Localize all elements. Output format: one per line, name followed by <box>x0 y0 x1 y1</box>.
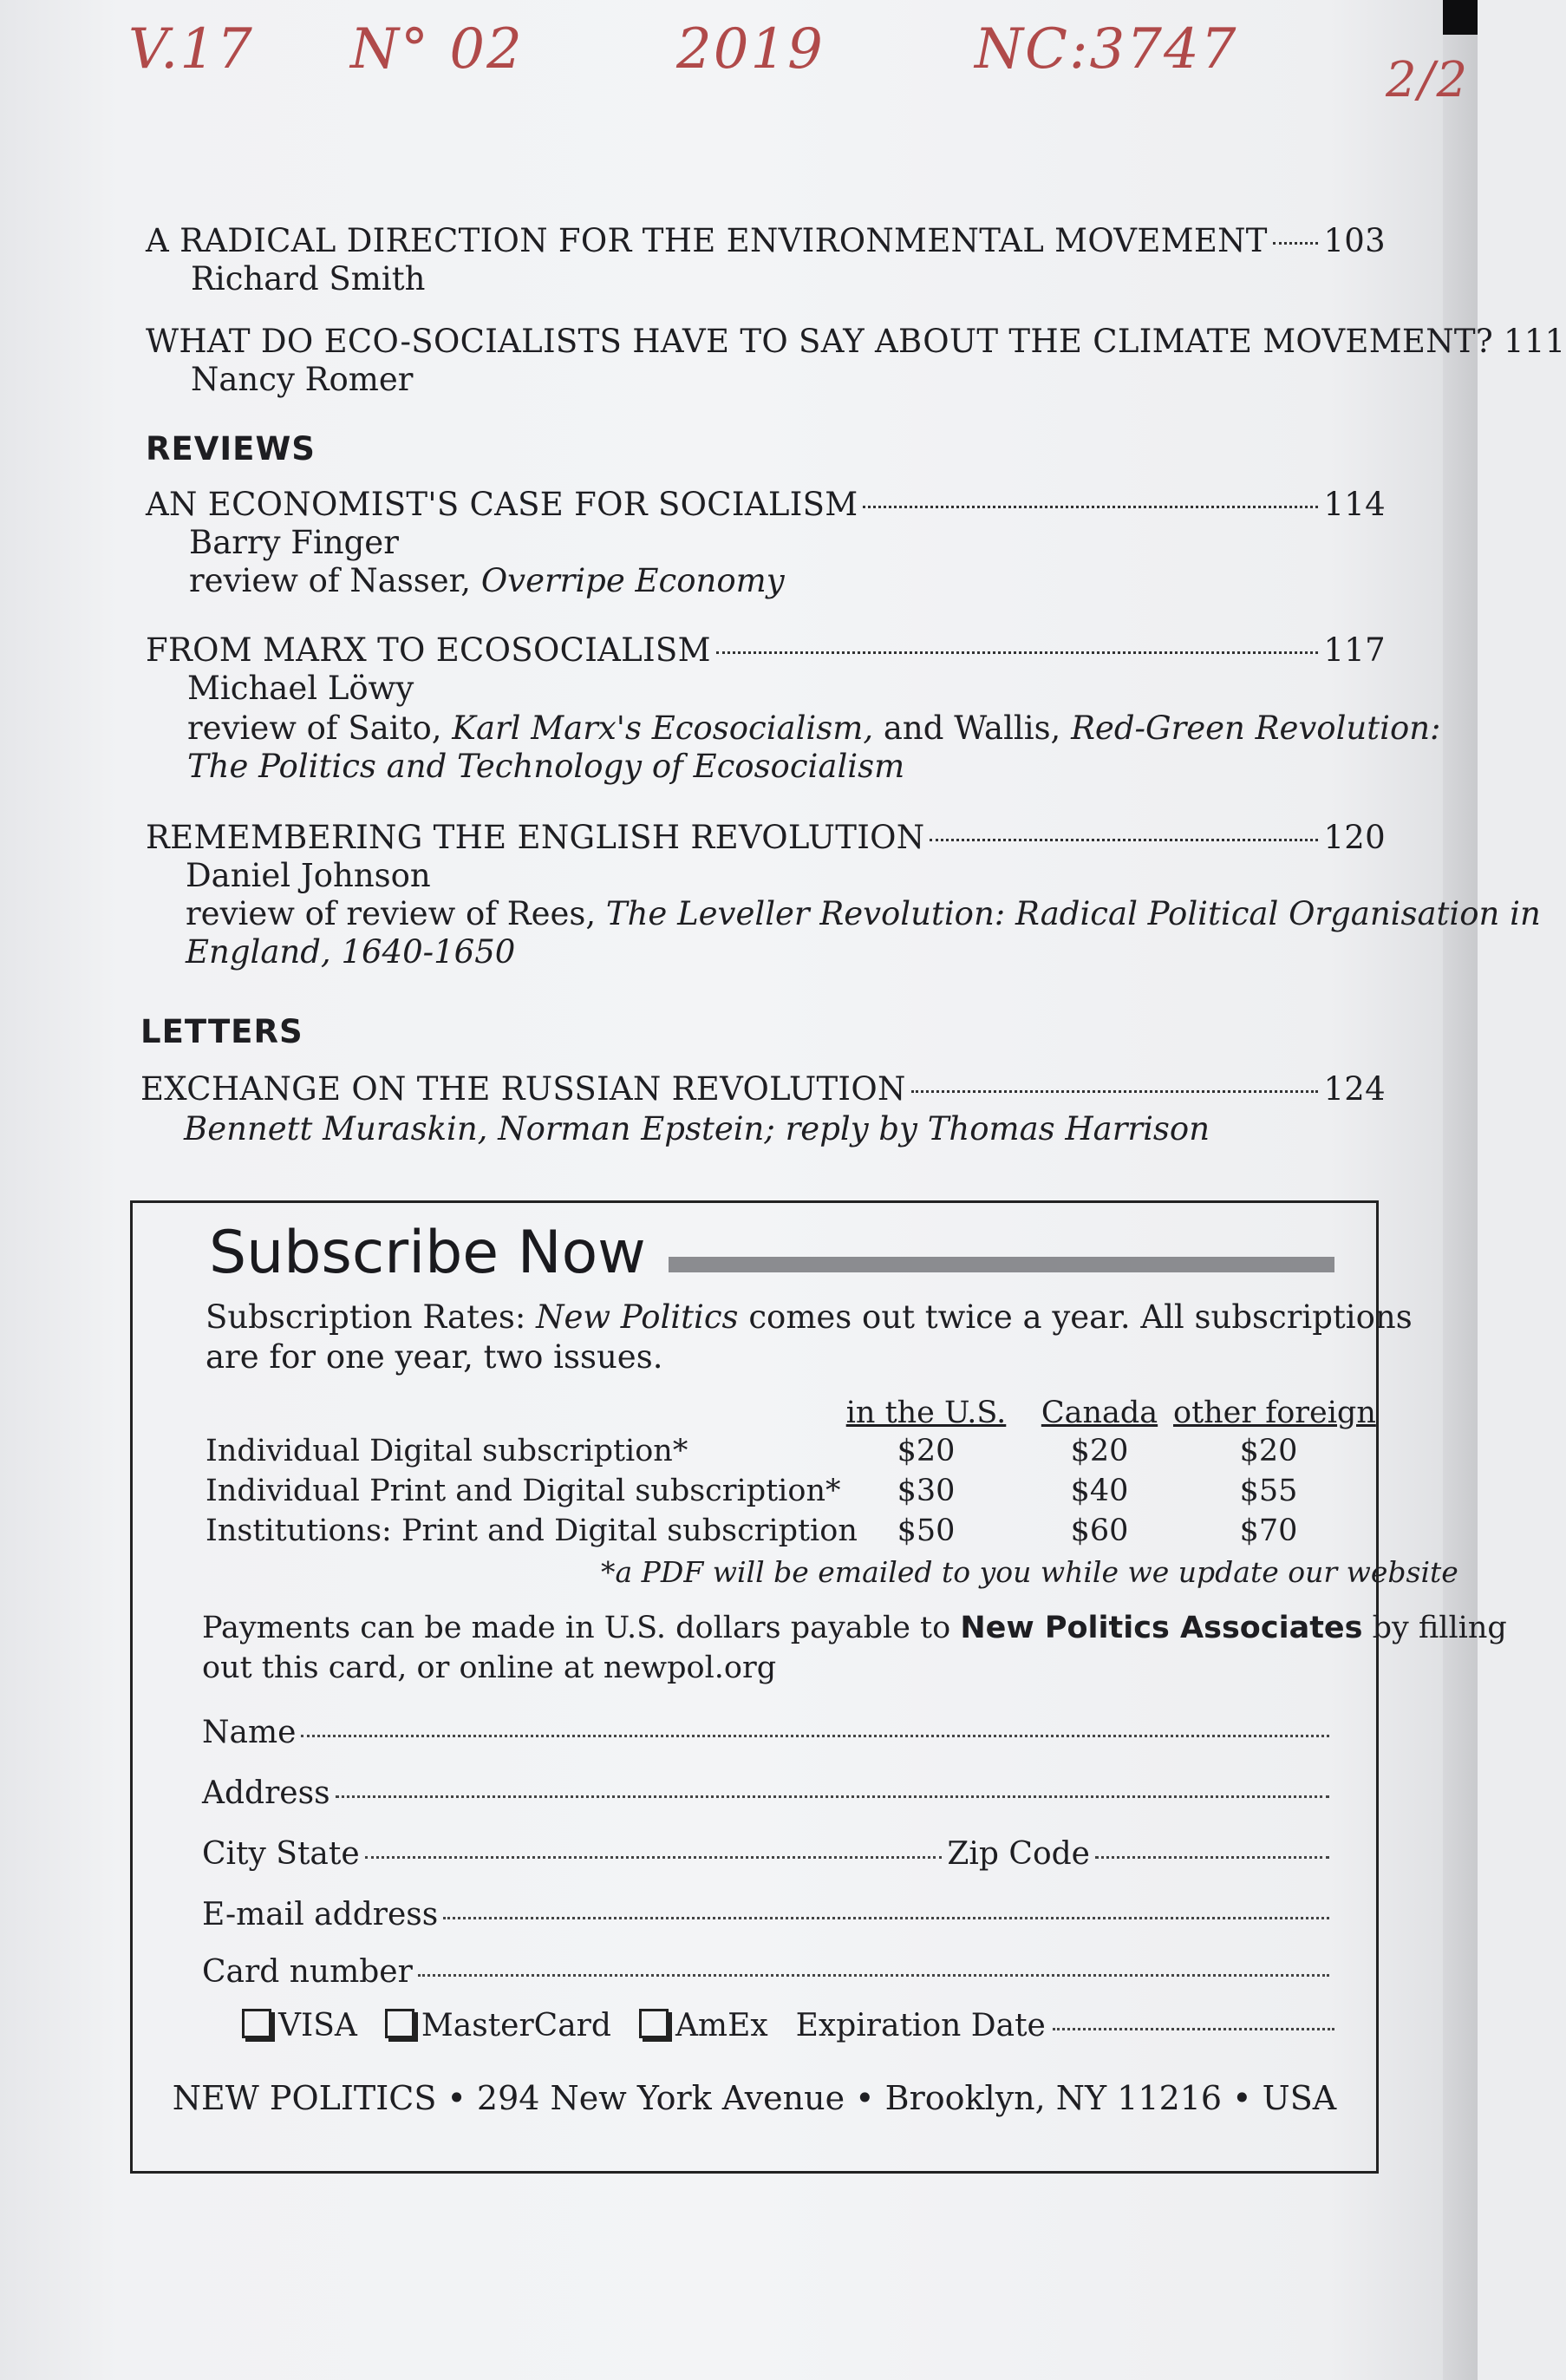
rate-value: $60 <box>1070 1514 1129 1548</box>
card-type-options <box>242 2008 1334 2043</box>
toc-author: Daniel Johnson <box>186 857 431 894</box>
rate-value: $30 <box>897 1474 956 1508</box>
mastercard-option[interactable] <box>385 2008 611 2043</box>
section-heading-letters: LETTERS <box>140 1013 303 1050</box>
rates-intro-prefix: Subscription Rates: <box>206 1298 537 1336</box>
toc-title: A RADICAL DIRECTION FOR THE ENVIRONMENTAL MOVEMENT <box>146 222 1268 259</box>
payment-prefix: Payments can be made in U.S. dollars payable to <box>202 1611 961 1645</box>
name-input-line[interactable] <box>301 1735 1329 1737</box>
expiration-input-line[interactable] <box>1053 2028 1334 2030</box>
col-header-foreign: other foreign <box>1173 1396 1376 1430</box>
rate-value: $40 <box>1070 1474 1129 1508</box>
rates-intro-suffix: comes out twice a year. All subscriptions <box>738 1298 1413 1336</box>
payment-suffix: by filling <box>1362 1611 1507 1645</box>
toc-entry[interactable] <box>146 486 1386 523</box>
toc-title: AN ECONOMIST'S CASE FOR SOCIALISM <box>146 486 858 523</box>
rate-value: $50 <box>897 1514 956 1548</box>
rates-intro-line2: are for one year, two issues. <box>206 1338 663 1376</box>
payment-line2: out this card, or online at newpol.org <box>202 1651 777 1685</box>
name-label: Name <box>202 1715 297 1750</box>
review-line <box>187 709 1441 747</box>
leader-dots <box>716 651 1319 654</box>
rates-footnote: *a PDF will be emailed to you while we update our website <box>601 1555 1458 1589</box>
section-heading-reviews: REVIEWS <box>146 430 316 468</box>
col-header-canada: Canada <box>1041 1396 1158 1430</box>
visa-option[interactable] <box>242 2008 357 2043</box>
scan-edge-dark <box>1443 0 1478 35</box>
review-line <box>189 562 785 599</box>
scan-edge-strip <box>1443 35 1478 2380</box>
email-input-line[interactable] <box>443 1917 1329 1919</box>
toc-title: REMEMBERING THE ENGLISH REVOLUTION <box>146 819 925 856</box>
review-work-cont: England, 1640-1650 <box>186 933 516 971</box>
card-number-label: Card number <box>202 1954 413 1990</box>
address-field[interactable] <box>202 1775 1334 1811</box>
mailing-address: NEW POLITICS • 294 New York Avenue • Brooklyn, NY 11216 • USA <box>172 2079 1337 2117</box>
subscribe-card <box>130 1200 1507 2174</box>
leader-dots <box>911 1090 1319 1093</box>
toc-entry[interactable] <box>146 222 1386 259</box>
review-line-2 <box>186 933 515 971</box>
toc-title: EXCHANGE ON THE RUSSIAN REVOLUTION <box>140 1070 906 1108</box>
letters-authors <box>184 1110 1210 1148</box>
expiration-label: Expiration Date <box>795 2008 1046 2043</box>
toc-entry[interactable] <box>146 819 1386 856</box>
visa-checkbox[interactable] <box>242 2009 271 2038</box>
city-zip-field[interactable] <box>202 1836 1334 1872</box>
amex-checkbox[interactable] <box>639 2009 669 2038</box>
rate-value: $20 <box>897 1434 956 1468</box>
toc-page: 117 <box>1323 631 1386 669</box>
toc-author: Nancy Romer <box>191 361 414 398</box>
toc-entry[interactable] <box>146 631 1386 669</box>
address-input-line[interactable] <box>336 1795 1329 1798</box>
toc-author: Michael Löwy <box>187 670 414 707</box>
address-label: Address <box>202 1775 330 1811</box>
card-number-input-line[interactable] <box>418 1974 1329 1977</box>
toc-author: Richard Smith <box>191 260 426 298</box>
zip-label: Zip Code <box>947 1836 1090 1872</box>
toc-entry[interactable] <box>146 323 1566 360</box>
rates-intro-italic: New Politics <box>536 1298 739 1336</box>
review-work: Karl Marx's Ecosocialism, <box>452 709 874 747</box>
heading-rule <box>669 1257 1334 1272</box>
rate-value: $20 <box>1070 1434 1129 1468</box>
toc-page: 111 <box>1504 323 1566 360</box>
toc-page: 114 <box>1323 486 1386 523</box>
letters-author-line: Bennett Muraskin, Norman Epstein; reply by Thomas Harrison <box>184 1110 1210 1148</box>
review-work: The Leveller Revolution: Radical Political Organisation in <box>605 895 1541 932</box>
name-field[interactable] <box>202 1715 1334 1750</box>
toc-author: Barry Finger <box>189 524 399 561</box>
city-state-label: City State <box>202 1836 360 1872</box>
mastercard-label: MasterCard <box>421 2008 611 2043</box>
leader-dots <box>863 506 1318 508</box>
leader-dots <box>1273 242 1319 245</box>
review-line <box>186 895 1541 932</box>
mastercard-checkbox[interactable] <box>385 2009 414 2038</box>
visa-label: VISA <box>278 2008 357 2043</box>
handwritten-year: 2019 <box>676 17 825 82</box>
city-state-input-line[interactable] <box>365 1856 943 1859</box>
rates-intro <box>206 1298 1413 1336</box>
zip-input-line[interactable] <box>1095 1856 1329 1859</box>
handwritten-number: N° 02 <box>350 17 524 82</box>
card-number-field[interactable] <box>202 1954 1334 1990</box>
leader-dots <box>930 839 1318 841</box>
rate-row-label: Institutions: Print and Digital subscription <box>206 1514 858 1548</box>
review-work: Overripe Economy <box>480 562 785 599</box>
email-field[interactable] <box>202 1897 1334 1932</box>
rate-row-label: Individual Digital subscription* <box>206 1434 688 1468</box>
review-prefix: review of review of Rees, <box>186 895 606 932</box>
review-prefix: review of Saito, <box>187 709 453 747</box>
review-line-2 <box>187 748 904 785</box>
toc-title: FROM MARX TO ECOSOCIALISM <box>146 631 711 669</box>
amex-option[interactable] <box>639 2008 768 2043</box>
payment-payee: New Politics Associates <box>960 1611 1363 1645</box>
rate-row-label: Individual Print and Digital subscription* <box>206 1474 841 1508</box>
rate-value: $20 <box>1239 1434 1298 1468</box>
rate-value: $70 <box>1239 1514 1298 1548</box>
review-work-2: Red-Green Revolution: <box>1071 709 1441 747</box>
subscribe-heading: Subscribe Now <box>209 1219 646 1287</box>
review-prefix: review of Nasser, <box>189 562 481 599</box>
rate-value: $55 <box>1239 1474 1298 1508</box>
col-header-us: in the U.S. <box>845 1396 1007 1430</box>
payment-text <box>202 1611 1507 1645</box>
toc-page: 124 <box>1323 1070 1386 1108</box>
toc-page: 103 <box>1323 222 1386 259</box>
review-mid: and Wallis, <box>873 709 1072 747</box>
email-label: E-mail address <box>202 1897 439 1932</box>
review-work-cont: The Politics and Technology of Ecosocialism <box>187 748 905 785</box>
handwritten-ref: NC:3747 <box>975 17 1238 82</box>
toc-entry[interactable] <box>140 1070 1386 1108</box>
amex-label: AmEx <box>675 2008 768 2043</box>
handwritten-fraction: 2/2 <box>1386 52 1470 108</box>
toc-page: 120 <box>1323 819 1386 856</box>
handwritten-volume: V.17 <box>128 17 254 82</box>
toc-title: WHAT DO ECO-SOCIALISTS HAVE TO SAY ABOUT THE CLIMATE MOVEMENT? <box>146 323 1493 360</box>
